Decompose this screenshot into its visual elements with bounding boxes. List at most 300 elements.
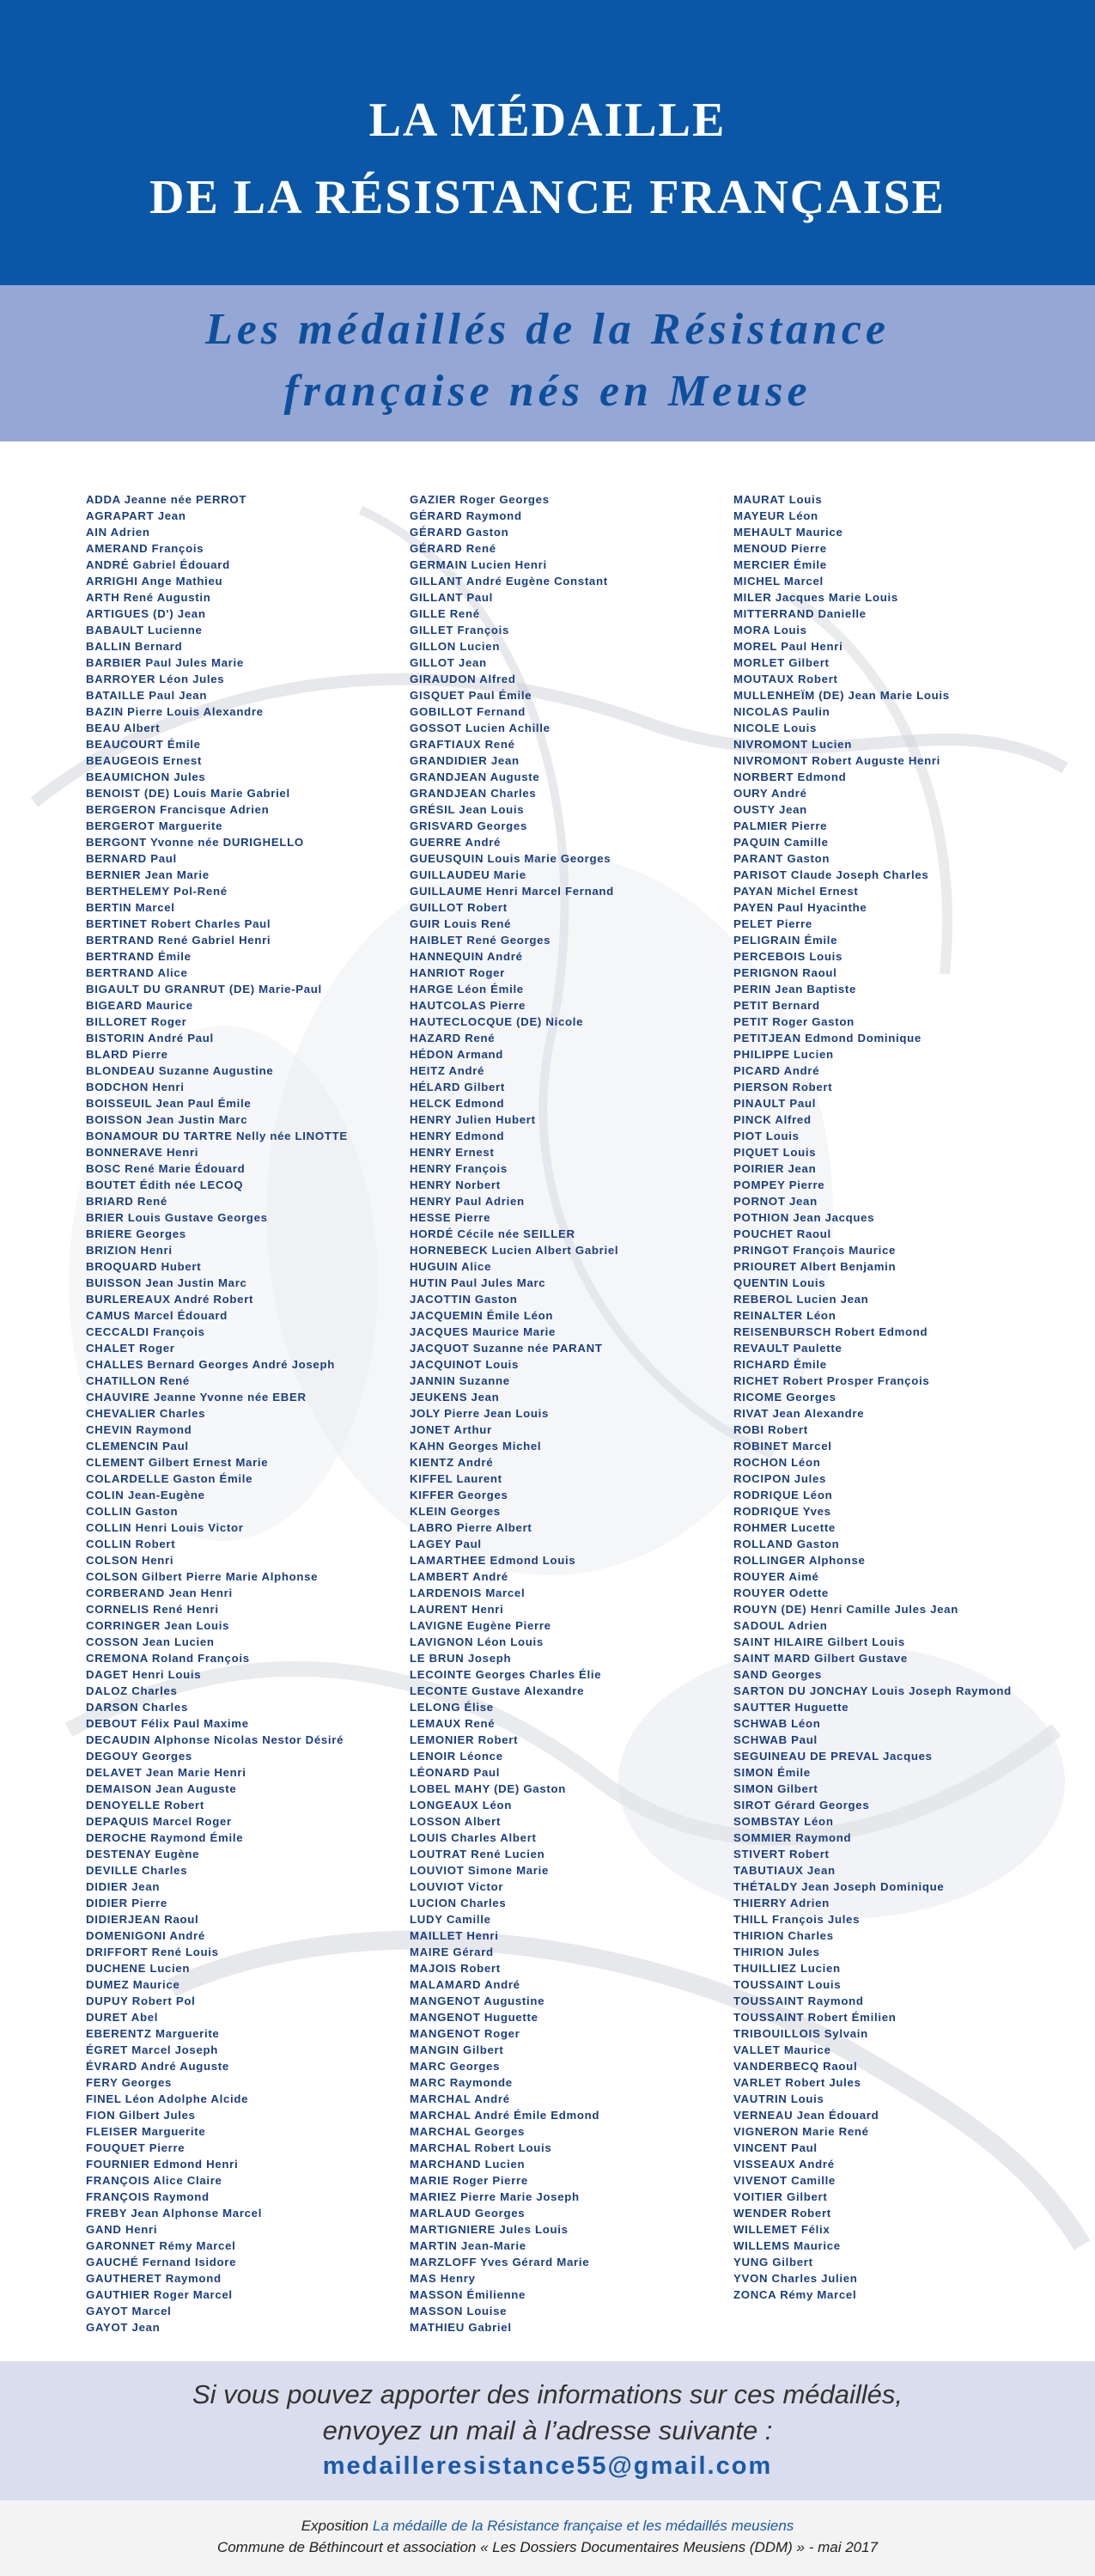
medal-recipient-name: GÉRARD Gaston bbox=[410, 526, 509, 539]
medal-recipient-name: MARTIN Jean-Marie bbox=[410, 2239, 526, 2252]
medal-recipient-name: MANGENOT Huguette bbox=[410, 2011, 538, 2024]
medal-recipient-name: ÉGRET Marcel Joseph bbox=[86, 2043, 219, 2056]
medal-recipient-name: LAURENT Henri bbox=[410, 1603, 504, 1616]
medal-recipient-name: BRIERE Georges bbox=[86, 1227, 186, 1240]
medal-recipient-name: ROBI Robert bbox=[733, 1423, 808, 1436]
medal-recipient-name: SOMBSTAY Léon bbox=[733, 1815, 834, 1828]
medal-recipient-name: SCHWAB Léon bbox=[733, 1717, 821, 1730]
medal-recipient-name: COLARDELLE Gaston Émile bbox=[86, 1472, 253, 1485]
medal-recipient-name: MASSON Émilienne bbox=[410, 2288, 526, 2301]
medal-recipient-name: HUGUIN Alice bbox=[410, 1260, 492, 1273]
medal-recipient-name: GRAFTIAUX René bbox=[410, 738, 515, 751]
medal-recipient-name: COLLIN Henri Louis Victor bbox=[86, 1521, 244, 1534]
medal-recipient-name: MAIRE Gérard bbox=[410, 1946, 494, 1958]
medal-recipient-name: SIROT Gérard Georges bbox=[733, 1799, 870, 1812]
medal-recipient-name: JEUKENS Jean bbox=[410, 1391, 500, 1404]
medal-recipient-name: MARCHAL André Émile Edmond bbox=[410, 2109, 600, 2122]
medal-recipient-name: FOUQUET Pierre bbox=[86, 2141, 186, 2154]
medal-recipient-name: VARLET Robert Jules bbox=[733, 2076, 861, 2089]
medal-recipient-name: BERGEROT Marguerite bbox=[86, 819, 223, 832]
medal-recipient-name: FINEL Léon Adolphe Alcide bbox=[86, 2092, 249, 2105]
medal-recipient-name: SARTON DU JONCHAY Louis Joseph Raymond bbox=[733, 1684, 1012, 1697]
medal-recipient-name: GAUCHÉ Fernand Isidore bbox=[86, 2256, 237, 2268]
medal-recipient-name: BIGEARD Maurice bbox=[86, 999, 193, 1012]
medal-recipient-name: ADDA Jeanne née PERROT bbox=[86, 493, 247, 506]
medal-recipient-name: VERNEAU Jean Édouard bbox=[733, 2109, 879, 2122]
medal-recipient-name: MERCIER Émile bbox=[733, 558, 827, 571]
medal-recipient-name: HÉLARD Gilbert bbox=[410, 1081, 505, 1093]
medal-recipient-name: MATHIEU Gabriel bbox=[410, 2321, 512, 2334]
medal-recipient-name: DIDIER Jean bbox=[86, 1880, 161, 1893]
medal-recipient-name: CORBERAND Jean Henri bbox=[86, 1586, 233, 1599]
medal-recipient-name: BOUTET Édith née LECOQ bbox=[86, 1178, 244, 1191]
medal-recipient-name: LAMBERT André bbox=[410, 1570, 508, 1583]
medal-recipient-name: THÉTALDY Jean Joseph Dominique bbox=[733, 1880, 945, 1893]
medal-recipient-name: DURET Abel bbox=[86, 2011, 159, 2024]
medal-recipient-name: CLEMENCIN Paul bbox=[86, 1440, 189, 1452]
medal-recipient-name: AIN Adrien bbox=[86, 526, 150, 539]
medal-recipient-name: POMPEY Pierre bbox=[733, 1178, 825, 1191]
medal-recipient-name: PIERSON Robert bbox=[733, 1081, 833, 1093]
medal-recipient-name: FERY Georges bbox=[86, 2076, 173, 2089]
medal-recipient-name: BLONDEAU Suzanne Augustine bbox=[86, 1064, 274, 1077]
medal-recipient-name: BISTORIN André Paul bbox=[86, 1032, 214, 1044]
medal-recipient-name: BARROYER Léon Jules bbox=[86, 673, 225, 685]
medal-recipient-name: ROUYER Aimé bbox=[733, 1570, 819, 1583]
medal-recipient-name: LECONTE Gustave Alexandre bbox=[410, 1684, 585, 1697]
medal-recipient-name: MALAMARD André bbox=[410, 1978, 520, 1991]
medal-recipient-name: TOUSSAINT Raymond bbox=[733, 1994, 864, 2007]
medal-recipient-name: HANRIOT Roger bbox=[410, 966, 505, 979]
medal-recipient-name: GILLANT Paul bbox=[410, 591, 494, 604]
credits-strip bbox=[0, 2500, 1095, 2576]
main-title-line-1: LA MÉDAILLE bbox=[368, 94, 727, 147]
medal-recipient-name: HESSE Pierre bbox=[410, 1211, 491, 1224]
medal-recipient-name: REBEROL Lucien Jean bbox=[733, 1293, 869, 1306]
medal-recipient-name: MICHEL Marcel bbox=[733, 575, 824, 588]
medal-recipient-name: VIVENOT Camille bbox=[733, 2174, 836, 2187]
medal-recipient-name: RICOME Georges bbox=[733, 1391, 836, 1404]
medal-recipient-name: BALLIN Bernard bbox=[86, 640, 183, 653]
medal-recipient-name: HAZARD René bbox=[410, 1032, 496, 1044]
medal-recipient-name: PINCK Alfred bbox=[733, 1113, 812, 1126]
medal-recipient-name: SADOUL Adrien bbox=[733, 1619, 828, 1632]
medal-recipient-name: LABRO Pierre Albert bbox=[410, 1521, 532, 1534]
medal-recipient-name: PETITJEAN Edmond Dominique bbox=[733, 1032, 922, 1044]
medal-recipient-name: GUILLAUDEU Marie bbox=[410, 868, 526, 881]
medal-recipient-name: DEVILLE Charles bbox=[86, 1864, 188, 1877]
medal-recipient-name: LOUIS Charles Albert bbox=[410, 1831, 537, 1844]
medal-recipient-name: CLEMENT Gilbert Ernest Marie bbox=[86, 1456, 269, 1469]
subtitle-line-1: Les médaillés de la Résistance bbox=[204, 305, 890, 354]
medal-recipient-name: GÉRARD René bbox=[410, 542, 496, 555]
medal-recipient-name: SIMON Gilbert bbox=[733, 1782, 818, 1795]
subtitle-line-2: française nés en Meuse bbox=[283, 367, 812, 416]
medal-recipient-name: REISENBURSCH Robert Edmond bbox=[733, 1325, 928, 1338]
medal-recipient-name: JACQUES Maurice Marie bbox=[410, 1325, 557, 1338]
medal-recipient-name: THILL François Jules bbox=[733, 1913, 861, 1926]
medal-recipient-name: YVON Charles Julien bbox=[733, 2272, 858, 2285]
medal-recipient-name: ROUYER Odette bbox=[733, 1586, 829, 1599]
medal-recipient-name: COLSON Henri bbox=[86, 1554, 174, 1567]
medal-recipient-name: DIDIER Pierre bbox=[86, 1897, 167, 1909]
medal-recipient-name: DAGET Henri Louis bbox=[86, 1668, 202, 1681]
medal-recipient-name: GÉRARD Raymond bbox=[410, 509, 522, 522]
medal-recipient-name: LOUTRAT René Lucien bbox=[410, 1848, 545, 1860]
medal-recipient-name: CAMUS Marcel Édouard bbox=[86, 1309, 228, 1322]
medal-recipient-name: HÉDON Armand bbox=[410, 1048, 504, 1061]
medal-recipient-name: MARCHAL Robert Louis bbox=[410, 2141, 552, 2154]
medal-recipient-name: PRINGOT François Maurice bbox=[733, 1244, 897, 1257]
medal-recipient-name: THIRION Charles bbox=[733, 1929, 834, 1942]
medal-recipient-name: DEROCHE Raymond Émile bbox=[86, 1831, 244, 1844]
medal-recipient-name: KIENTZ André bbox=[410, 1456, 494, 1469]
medal-recipient-name: BRIARD René bbox=[86, 1195, 167, 1208]
medal-recipient-name: PHILIPPE Lucien bbox=[733, 1048, 834, 1061]
medal-recipient-name: DARSON Charles bbox=[86, 1701, 188, 1714]
medal-recipient-name: JACQUINOT Louis bbox=[410, 1358, 519, 1371]
medal-recipient-name: MAJOIS Robert bbox=[410, 1962, 501, 1975]
medal-recipient-name: MARTIGNIERE Jules Louis bbox=[410, 2223, 569, 2236]
medal-recipient-name: ÉVRARD André Auguste bbox=[86, 2060, 229, 2073]
medal-recipient-name: PETIT Roger Gaston bbox=[733, 1015, 855, 1028]
medal-recipient-name: JACQUEMIN Émile Léon bbox=[410, 1309, 554, 1322]
medal-recipient-name: TABUTIAUX Jean bbox=[733, 1864, 836, 1877]
medal-recipient-name: LOUVIOT Simone Marie bbox=[410, 1864, 550, 1877]
medal-recipient-name: MARIEZ Pierre Marie Joseph bbox=[410, 2190, 580, 2203]
medal-recipient-name: LUCION Charles bbox=[410, 1897, 507, 1909]
medal-recipient-name: BATAILLE Paul Jean bbox=[86, 689, 208, 702]
main-title-line-2: DE LA RÉSISTANCE FRANÇAISE bbox=[149, 171, 946, 224]
medal-recipient-name: MENOUD Pierre bbox=[733, 542, 827, 555]
medal-recipient-name: NIVROMONT Robert Auguste Henri bbox=[733, 754, 941, 767]
medal-recipient-name: GERMAIN Lucien Henri bbox=[410, 558, 547, 571]
medal-recipient-name: YUNG Gilbert bbox=[733, 2256, 813, 2268]
medal-recipient-name: LEMAUX René bbox=[410, 1717, 496, 1730]
medal-recipient-name: DEMAISON Jean Auguste bbox=[86, 1782, 237, 1795]
medal-recipient-name: VINCENT Paul bbox=[733, 2141, 818, 2154]
contact-email-link[interactable]: medailleresistance55@gmail.com bbox=[322, 2452, 773, 2480]
medal-recipient-name: BERGERON Francisque Adrien bbox=[86, 803, 270, 816]
medal-recipient-name: BOISSON Jean Justin Marc bbox=[86, 1113, 248, 1126]
medal-recipient-name: GRANDJEAN Auguste bbox=[410, 770, 540, 783]
medal-recipient-name: MANGIN Gilbert bbox=[410, 2043, 504, 2056]
medal-recipient-name: HENRY Ernest bbox=[410, 1146, 495, 1159]
medal-recipient-name: PELET Pierre bbox=[733, 917, 812, 930]
medal-recipient-name: GILLON Lucien bbox=[410, 640, 501, 653]
medal-recipient-name: RICHET Robert Prosper François bbox=[733, 1374, 930, 1387]
medal-recipient-name: CHEVALIER Charles bbox=[86, 1407, 206, 1420]
medal-recipient-name: GAYOT Marcel bbox=[86, 2305, 172, 2317]
medal-recipient-name: GILLANT André Eugène Constant bbox=[410, 575, 608, 588]
medal-recipient-name: BERTIN Marcel bbox=[86, 901, 175, 914]
medal-recipient-name: MOUTAUX Robert bbox=[733, 673, 838, 685]
medal-recipient-name: DEGOUY Georges bbox=[86, 1750, 192, 1763]
medal-recipient-name: BONAMOUR DU TARTRE Nelly née LINOTTE bbox=[86, 1130, 348, 1142]
medal-recipient-name: LONGEAUX Léon bbox=[410, 1799, 512, 1812]
medal-recipient-name: VANDERBECQ Raoul bbox=[733, 2060, 858, 2073]
medal-recipient-name: ARRIGHI Ange Mathieu bbox=[86, 575, 223, 588]
medal-recipient-name: GRANDJEAN Charles bbox=[410, 787, 537, 800]
medal-recipient-name: VOITIER Gilbert bbox=[733, 2190, 828, 2203]
medal-recipient-name: BEAUMICHON Jules bbox=[86, 770, 206, 783]
medal-recipient-name: HELCK Edmond bbox=[410, 1097, 505, 1110]
medal-recipient-name: SAUTTER Huguette bbox=[733, 1701, 849, 1714]
medal-recipient-name: ROCHON Léon bbox=[733, 1456, 821, 1469]
medal-recipient-name: BERNIER Jean Marie bbox=[86, 868, 210, 881]
medal-recipient-name: BERTINET Robert Charles Paul bbox=[86, 917, 271, 930]
medal-recipient-name: GOSSOT Lucien Achille bbox=[410, 722, 551, 734]
medal-recipient-name: PIQUET Louis bbox=[733, 1146, 817, 1159]
medal-recipient-name: LAMARTHEE Edmond Louis bbox=[410, 1554, 576, 1567]
medal-recipient-name: VIGNERON Marie René bbox=[733, 2125, 869, 2138]
medal-recipient-name: AMERAND François bbox=[86, 542, 204, 555]
medal-recipient-name: GUILLAUME Henri Marcel Fernand bbox=[410, 885, 614, 898]
medal-recipient-name: PORNOT Jean bbox=[733, 1195, 818, 1208]
medal-recipient-name: BODCHON Henri bbox=[86, 1081, 185, 1093]
medal-recipient-name: MITTERRAND Danielle bbox=[733, 607, 867, 620]
medal-recipient-name: MARCHAND Lucien bbox=[410, 2158, 526, 2171]
medal-recipient-name: LENOIR Léonce bbox=[410, 1750, 503, 1763]
medal-recipient-name: BURLEREAUX André Robert bbox=[86, 1293, 254, 1306]
medal-recipient-name: NICOLAS Paulin bbox=[733, 705, 830, 718]
medal-recipient-name: VALLET Maurice bbox=[733, 2043, 831, 2056]
medal-recipient-name: MANGENOT Roger bbox=[410, 2027, 520, 2040]
medal-recipient-name: LELONG Élise bbox=[410, 1701, 494, 1714]
medal-recipient-name: SCHWAB Paul bbox=[733, 1733, 818, 1746]
medal-recipient-name: GISQUET Paul Émile bbox=[410, 689, 532, 702]
medal-recipient-name: MAILLET Henri bbox=[410, 1929, 499, 1942]
medal-recipient-name: BOSC René Marie Édouard bbox=[86, 1162, 246, 1175]
medal-recipient-name: SAINT MARD Gilbert Gustave bbox=[733, 1652, 908, 1665]
medal-recipient-name: FOURNIER Edmond Henri bbox=[86, 2158, 239, 2171]
medal-recipient-name: ZONCA Rémy Marcel bbox=[733, 2288, 857, 2301]
medal-recipient-name: WENDER Robert bbox=[733, 2207, 831, 2220]
medal-recipient-name: ARTIGUES (D') Jean bbox=[86, 607, 206, 620]
medal-recipient-name: LEMONIER Robert bbox=[410, 1733, 519, 1746]
medal-recipient-name: GRÉSIL Jean Louis bbox=[410, 803, 525, 816]
medal-recipient-name: LECOINTE Georges Charles Élie bbox=[410, 1668, 602, 1681]
medal-recipient-name: THUILLIEZ Lucien bbox=[733, 1962, 841, 1975]
medal-recipient-name: GILLE René bbox=[410, 607, 480, 620]
medal-recipient-name: LAVIGNON Léon Louis bbox=[410, 1635, 544, 1648]
medal-recipient-name: JONET Arthur bbox=[410, 1423, 492, 1436]
medal-recipient-name: FION Gilbert Jules bbox=[86, 2109, 196, 2122]
medal-recipient-name: HENRY Edmond bbox=[410, 1130, 505, 1142]
medal-recipient-name: LE BRUN Joseph bbox=[410, 1652, 512, 1665]
medal-recipient-name: DEPAQUIS Marcel Roger bbox=[86, 1815, 232, 1828]
medal-recipient-name: PIOT Louis bbox=[733, 1130, 800, 1142]
medal-recipient-name: PETIT Bernard bbox=[733, 999, 820, 1012]
medal-recipient-name: SAINT HILAIRE Gilbert Louis bbox=[733, 1635, 905, 1648]
medal-recipient-name: MILER Jacques Marie Louis bbox=[733, 591, 898, 604]
medal-recipient-name: CHEVIN Raymond bbox=[86, 1423, 192, 1436]
medal-recipient-name: NORBERT Edmond bbox=[733, 770, 847, 783]
medal-recipient-name: MARIE Roger Pierre bbox=[410, 2174, 528, 2187]
medal-recipient-name: KAHN Georges Michel bbox=[410, 1440, 542, 1452]
medal-recipient-name: PINAULT Paul bbox=[733, 1097, 817, 1110]
medal-recipient-name: MEHAULT Maurice bbox=[733, 526, 843, 539]
medal-recipient-name: SEGUINEAU DE PREVAL Jacques bbox=[733, 1750, 933, 1763]
medal-recipient-name: MARC Raymonde bbox=[410, 2076, 513, 2089]
medal-recipient-name: CORNELIS René Henri bbox=[86, 1603, 219, 1616]
medal-recipient-name: BARBIER Paul Jules Marie bbox=[86, 656, 244, 669]
medal-recipient-name: ROHMER Lucette bbox=[733, 1521, 836, 1534]
medal-recipient-name: HARGE Léon Émile bbox=[410, 983, 524, 996]
organizer-credit: Commune de Béthincourt et association « Les Dossiers Documentaires Meusiens (DDM) » - mai 2017 bbox=[216, 2539, 879, 2555]
medal-recipient-name: MOREL Paul Henri bbox=[733, 640, 843, 653]
medal-recipient-name: BONNERAVE Henri bbox=[86, 1146, 199, 1159]
medal-recipient-name: MORLET Gilbert bbox=[733, 656, 830, 669]
medal-recipient-name: EBERENTZ Marguerite bbox=[86, 2027, 220, 2040]
medal-recipient-name: JACOTTIN Gaston bbox=[410, 1293, 518, 1306]
medal-recipient-name: RODRIQUE Léon bbox=[733, 1489, 833, 1501]
medal-recipient-name: QUENTIN Louis bbox=[733, 1276, 826, 1289]
medal-recipient-name: BEAU Albert bbox=[86, 722, 161, 734]
medal-recipient-name: VAUTRIN Louis bbox=[733, 2092, 824, 2105]
exhibition-credit bbox=[0, 2518, 1095, 2535]
medal-recipient-name: LUDY Camille bbox=[410, 1913, 491, 1926]
medal-recipient-name: RICHARD Émile bbox=[733, 1358, 827, 1371]
medal-recipient-name: SOMMIER Raymond bbox=[733, 1831, 852, 1844]
medal-recipient-name: MARCHAL Georges bbox=[410, 2125, 526, 2138]
medal-recipient-name: BLARD Pierre bbox=[86, 1048, 168, 1061]
medal-recipient-name: PAYEN Paul Hyacinthe bbox=[733, 901, 867, 914]
medal-recipient-name: PERCEBOIS Louis bbox=[733, 950, 843, 963]
medal-recipient-name: RIVAT Jean Alexandre bbox=[733, 1407, 865, 1420]
medal-recipient-name: CREMONA Roland François bbox=[86, 1652, 250, 1665]
medal-recipient-name: GUEUSQUIN Louis Marie Georges bbox=[410, 852, 611, 865]
medal-recipient-name: HORDÉ Cécile née SEILLER bbox=[410, 1227, 575, 1240]
medal-recipient-name: DELAVET Jean Marie Henri bbox=[86, 1766, 246, 1779]
medal-recipient-name: DUCHENE Lucien bbox=[86, 1962, 191, 1975]
medal-recipient-name: GARONNET Rémy Marcel bbox=[86, 2239, 236, 2252]
medal-recipient-name: MASSON Louise bbox=[410, 2305, 508, 2317]
medal-recipient-name: DUPUY Robert Pol bbox=[86, 1994, 196, 2007]
medal-recipient-name: THIRION Jules bbox=[733, 1946, 820, 1958]
medal-recipient-name: FRANÇOIS Alice Claire bbox=[86, 2174, 222, 2187]
medal-recipient-name: KIFFER Georges bbox=[410, 1489, 508, 1501]
medal-recipient-name: GIRAUDON Alfred bbox=[410, 673, 516, 685]
medal-recipient-name: BERGONT Yvonne née DURIGHELLO bbox=[86, 836, 304, 849]
medal-recipient-name: STIVERT Robert bbox=[733, 1848, 830, 1860]
medal-recipient-name: GRISVARD Georges bbox=[410, 819, 527, 832]
medal-recipient-name: BERTRAND Alice bbox=[86, 966, 188, 979]
medal-recipient-name: BIGAULT DU GRANRUT (DE) Marie-Paul bbox=[86, 983, 322, 996]
medal-recipient-name: DUMEZ Maurice bbox=[86, 1978, 180, 1991]
medal-recipient-name: DEBOUT Félix Paul Maxime bbox=[86, 1717, 249, 1730]
medal-recipient-name: AGRAPART Jean bbox=[86, 509, 186, 522]
medal-recipient-name: GUILLOT Robert bbox=[410, 901, 508, 914]
medal-recipient-name: NICOLE Louis bbox=[733, 722, 818, 734]
medal-recipient-name: TRIBOUILLOIS Sylvain bbox=[733, 2027, 868, 2040]
medal-recipient-name: NIVROMONT Lucien bbox=[733, 738, 852, 751]
medal-recipient-name: VISSEAUX André bbox=[733, 2158, 835, 2171]
medal-recipient-name: MARC Georges bbox=[410, 2060, 501, 2073]
medal-recipient-name: MORA Louis bbox=[733, 624, 807, 636]
medal-recipient-name: PERIGNON Raoul bbox=[733, 966, 837, 979]
medal-recipient-name: LARDENOIS Marcel bbox=[410, 1586, 526, 1599]
medal-recipient-name: ROLLAND Gaston bbox=[733, 1538, 840, 1550]
medal-recipient-name: COLIN Jean-Eugène bbox=[86, 1489, 205, 1501]
medal-recipient-name: COLLIN Gaston bbox=[86, 1505, 179, 1518]
medal-recipient-name: BOISSEUIL Jean Paul Émile bbox=[86, 1097, 252, 1110]
medal-recipient-name: KLEIN Georges bbox=[410, 1505, 501, 1518]
medal-recipient-name: BUISSON Jean Justin Marc bbox=[86, 1276, 247, 1289]
medal-recipient-name: OURY André bbox=[733, 787, 807, 800]
medal-recipient-name: ROCIPON Jules bbox=[733, 1472, 827, 1485]
medal-recipient-name: DOMENIGONI André bbox=[86, 1929, 205, 1942]
medal-recipient-name: COLSON Gilbert Pierre Marie Alphonse bbox=[86, 1570, 319, 1583]
contact-message-line-1: Si vous pouvez apporter des informations sur ces médaillés, bbox=[192, 2379, 903, 2409]
medal-recipient-name: HAIBLET René Georges bbox=[410, 934, 551, 947]
medal-recipient-name: PAYAN Michel Ernest bbox=[733, 885, 859, 898]
credit-prefix: Exposition bbox=[301, 2518, 373, 2534]
medal-recipient-name: DALOZ Charles bbox=[86, 1684, 178, 1697]
medal-recipient-name: MARCHAL André bbox=[410, 2092, 510, 2105]
medal-recipient-name: REVAULT Paulette bbox=[733, 1342, 843, 1355]
medal-recipient-name: PELIGRAIN Émile bbox=[733, 934, 838, 947]
medal-recipient-name: REINALTER Léon bbox=[733, 1309, 836, 1322]
medal-recipient-name: COSSON Jean Lucien bbox=[86, 1635, 215, 1648]
medal-recipient-name: ROUYN (DE) Henri Camille Jules Jean bbox=[733, 1603, 958, 1616]
medal-recipient-name: BERTHELEMY Pol-René bbox=[86, 885, 228, 898]
exhibition-title: La médaille de la Résistance française et les médaillés meusiens bbox=[372, 2518, 794, 2534]
medal-recipient-name: SIMON Émile bbox=[733, 1766, 811, 1779]
medal-recipient-name: PRIOURET Albert Benjamin bbox=[733, 1260, 897, 1273]
medal-recipient-name: BERTRAND Émile bbox=[86, 950, 192, 963]
medal-recipient-name: ANDRÉ Gabriel Édouard bbox=[86, 558, 230, 571]
medal-recipient-name: ROLLINGER Alphonse bbox=[733, 1554, 866, 1567]
medal-recipient-name: TOUSSAINT Robert Émilien bbox=[733, 2011, 897, 2024]
medal-recipient-name: GILLET François bbox=[410, 624, 510, 636]
medal-recipient-name: OUSTY Jean bbox=[733, 803, 807, 816]
medal-recipient-name: BAZIN Pierre Louis Alexandre bbox=[86, 705, 264, 718]
medal-recipient-name: MAYEUR Léon bbox=[733, 509, 818, 522]
medal-recipient-name: SAND Georges bbox=[733, 1668, 822, 1681]
names-column-3 bbox=[733, 491, 1012, 2303]
medal-recipient-name: LAVIGNE Eugène Pierre bbox=[410, 1619, 551, 1632]
medal-recipient-name: HUTIN Paul Jules Marc bbox=[410, 1276, 546, 1289]
medal-recipient-name: CECCALDI François bbox=[86, 1325, 205, 1338]
medal-recipient-name: PARANT Gaston bbox=[733, 852, 830, 865]
medal-recipient-name: GUERRE André bbox=[410, 836, 502, 849]
medal-recipient-name: CHALLES Bernard Georges André Joseph bbox=[86, 1358, 335, 1371]
medal-recipient-name: JACQUOT Suzanne née PARANT bbox=[410, 1342, 603, 1355]
medal-recipient-name: PICARD André bbox=[733, 1064, 820, 1077]
medal-recipient-name: DENOYELLE Robert bbox=[86, 1799, 204, 1812]
medal-recipient-name: HENRY Julien Hubert bbox=[410, 1113, 536, 1126]
medal-recipient-name: LAGEY Paul bbox=[410, 1538, 482, 1550]
medal-recipient-name: HANNEQUIN André bbox=[410, 950, 523, 963]
medal-recipient-name: LOBEL MAHY (DE) Gaston bbox=[410, 1782, 566, 1795]
medal-recipient-name: POIRIER Jean bbox=[733, 1162, 817, 1175]
medal-recipient-name: GAYOT Jean bbox=[86, 2321, 161, 2334]
medal-recipient-name: BABAULT Lucienne bbox=[86, 624, 203, 636]
medal-recipient-name: DESTENAY Eugène bbox=[86, 1848, 200, 1860]
medal-recipient-name: HEITZ André bbox=[410, 1064, 485, 1077]
medal-recipient-name: DRIFFORT René Louis bbox=[86, 1946, 219, 1958]
medal-recipient-name: FREBY Jean Alphonse Marcel bbox=[86, 2207, 263, 2220]
medal-recipient-name: CHAUVIRE Jeanne Yvonne née EBER bbox=[86, 1391, 307, 1404]
medal-recipient-name: LOUVIOT Victor bbox=[410, 1880, 504, 1893]
medal-recipient-name: GAND Henri bbox=[86, 2223, 158, 2236]
medal-recipient-name: HAUTECLOCQUE (DE) Nicole bbox=[410, 1015, 584, 1028]
medal-recipient-name: GAUTHERET Raymond bbox=[86, 2272, 222, 2285]
medal-recipient-name: BERTRAND René Gabriel Henri bbox=[86, 934, 271, 947]
medal-recipient-name: RODRIQUE Yves bbox=[733, 1505, 831, 1518]
contact-message-line-2: envoyez un mail à l’adresse suivante : bbox=[322, 2415, 773, 2445]
